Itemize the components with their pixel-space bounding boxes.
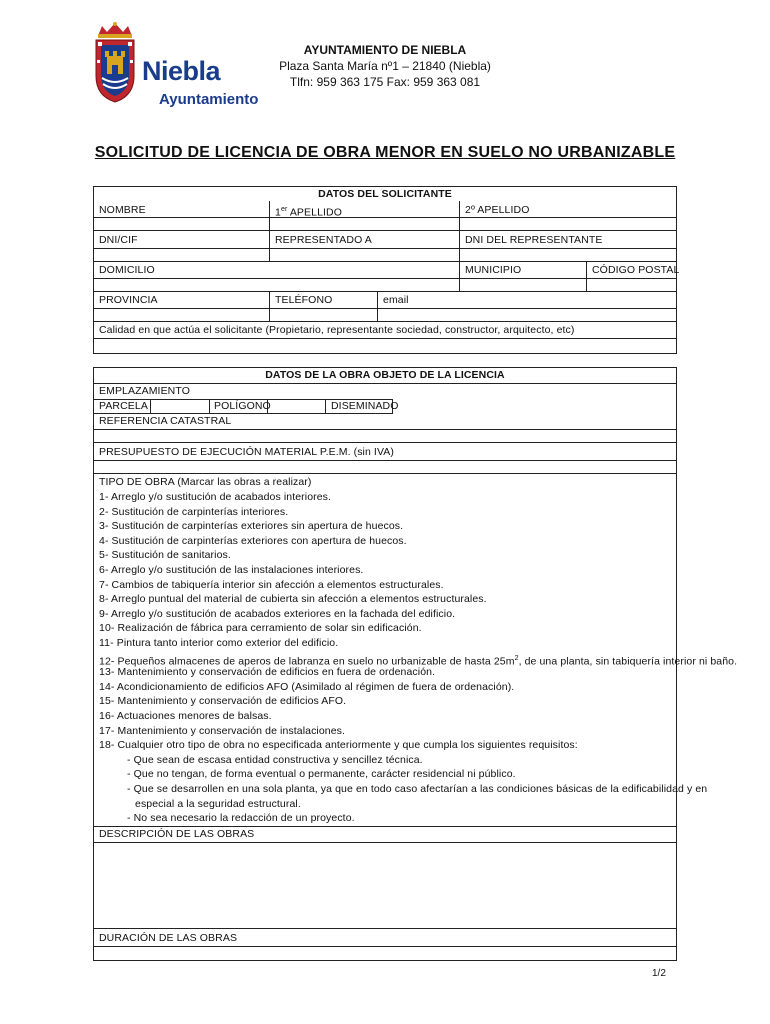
presupuesto-label: PRESUPUESTO DE EJECUCIÓN MATERIAL P.E.M. (sin IVA): [99, 446, 394, 458]
representado-field[interactable]: [270, 249, 458, 261]
provincia-label: PROVINCIA: [99, 294, 158, 306]
telefono-label: TELÉFONO: [275, 294, 333, 306]
domicilio-field[interactable]: [94, 279, 458, 291]
telefono-field[interactable]: [270, 309, 376, 321]
presupuesto-field[interactable]: [94, 461, 676, 473]
apellido2-label: 2º APELLIDO: [465, 204, 530, 216]
domicilio-label: DOMICILIO: [99, 264, 155, 276]
parcela-field[interactable]: [151, 400, 208, 412]
coat-of-arms-icon: [92, 20, 138, 104]
dni-field[interactable]: [94, 249, 268, 261]
apellido1-label: 1er APELLIDO: [275, 206, 342, 219]
dni-representante-label: DNI DEL REPRESENTANTE: [465, 234, 603, 246]
tipo-obra-label: TIPO DE OBRA (Marcar las obras a realizar): [99, 476, 312, 488]
list-item[interactable]: 9- Arreglo y/o sustitución de acabados exteriores en la fachada del edificio.: [99, 607, 456, 620]
diseminado-label: DISEMINADO: [331, 400, 399, 412]
header-info: [270, 42, 500, 90]
nombre-field[interactable]: [94, 218, 268, 230]
duracion-field[interactable]: [94, 947, 676, 960]
list-item[interactable]: 10- Realización de fábrica para cerramiento de solar sin edificación.: [99, 622, 422, 635]
duracion-label: DURACIÓN DE LAS OBRAS: [99, 932, 238, 944]
work-heading: DATOS DE LA OBRA OBJETO DE LA LICENCIA: [265, 369, 505, 381]
list-item[interactable]: 18- Cualquier otro tipo de obra no especificada anteriormente y que cumpla los siguientes requisitos:: [99, 739, 578, 752]
calidad-field[interactable]: [94, 339, 676, 353]
calidad-label: Calidad en que actúa el solicitante (Propietario, representante sociedad, constructor, arquitecto, etc): [99, 324, 575, 336]
logo-name: Niebla: [142, 56, 221, 86]
list-item[interactable]: 2- Sustitución de carpinterías interiores.: [99, 505, 289, 518]
sub-item: especial a la seguridad estructural.: [135, 797, 301, 810]
list-item[interactable]: 4- Sustitución de carpinterías exteriores con apertura de huecos.: [99, 534, 407, 547]
list-item[interactable]: 17- Mantenimiento y conservación de instalaciones.: [99, 724, 346, 737]
org-address: Plaza Santa María nº1 – 21840 (Niebla): [279, 59, 491, 73]
codigo-postal-field[interactable]: [587, 279, 676, 291]
list-item[interactable]: 3- Sustitución de carpinterías exteriores sin apertura de huecos.: [99, 520, 404, 533]
referencia-label: REFERENCIA CATASTRAL: [99, 415, 232, 427]
descripcion-label: DESCRIPCIÓN DE LAS OBRAS: [99, 828, 255, 840]
email-field[interactable]: [378, 309, 676, 321]
nombre-label: NOMBRE: [99, 204, 146, 216]
municipal-logo: [92, 20, 264, 108]
poligono-field[interactable]: [268, 400, 324, 412]
apellido1-field[interactable]: [270, 218, 458, 230]
apellido2-field[interactable]: [460, 218, 676, 230]
poligono-label: POLÍGONO: [214, 400, 271, 412]
sub-item: - Que sean de escasa entidad constructiva y sencillez técnica.: [127, 753, 423, 766]
codigo-postal-label: CÓDIGO POSTAL: [592, 264, 680, 276]
sub-item: - No sea necesario la redacción de un proyecto.: [127, 812, 355, 825]
municipio-label: MUNICIPIO: [465, 264, 522, 276]
list-item[interactable]: 6- Arreglo y/o sustitución de las instalaciones interiores.: [99, 564, 364, 576]
emplazamiento-label: EMPLAZAMIENTO: [99, 385, 190, 397]
dni-label: DNI/CIF: [99, 234, 138, 246]
list-item[interactable]: 1- Arreglo y/o sustitución de acabados interiores.: [99, 491, 332, 503]
representado-label: REPRESENTADO A: [275, 234, 372, 246]
list-item[interactable]: 7- Cambios de tabiquería interior sin afección a elementos estructurales.: [99, 578, 444, 591]
org-name: AYUNTAMIENTO DE NIEBLA: [303, 43, 467, 57]
provincia-field[interactable]: [94, 309, 268, 321]
list-item[interactable]: 8- Arreglo puntual del material de cubierta sin afección a elementos estructurales.: [99, 593, 487, 606]
list-item[interactable]: 5- Sustitución de sanitarios.: [99, 549, 231, 562]
applicant-heading: DATOS DEL SOLICITANTE: [318, 188, 452, 200]
sub-item: - Que se desarrollen en una sola planta, ya que en todo caso afectarían a las condiciones básicas de la edificabilidad y en: [127, 783, 708, 795]
email-label: email: [383, 294, 409, 306]
descripcion-field[interactable]: [94, 843, 676, 927]
municipio-field[interactable]: [460, 279, 585, 291]
parcela-label: PARCELA: [99, 400, 148, 412]
page-number: 1/2: [652, 968, 666, 979]
list-item[interactable]: 16- Actuaciones menores de balsas.: [99, 710, 272, 722]
list-item[interactable]: 13- Mantenimiento y conservación de edificios en fuera de ordenación.: [99, 666, 436, 679]
form-title: SOLICITUD DE LICENCIA DE OBRA MENOR EN SUELO NO URBANIZABLE: [94, 144, 676, 161]
referencia-field[interactable]: [94, 430, 676, 442]
list-item[interactable]: 15- Mantenimiento y conservación de edificios AFO.: [99, 695, 347, 708]
dni-representante-field[interactable]: [460, 249, 676, 261]
sub-item: - Que no tengan, de forma eventual o permanente, carácter residencial ni público.: [127, 768, 516, 781]
list-item[interactable]: 12- Pequeños almacenes de aperos de labranza en suelo no urbanizable de hasta $25m^2$, de una planta, sin tabiquería interior ni baño.: [99, 654, 738, 668]
list-item[interactable]: 14- Acondicionamiento de edificios AFO (Asimilado al régimen de fuera de ordenación).: [99, 680, 515, 693]
logo-subtitle: Ayuntamiento: [159, 91, 259, 108]
org-phones: Tlfn: 959 363 175 Fax: 959 363 081: [289, 75, 481, 89]
list-item[interactable]: 11- Pintura tanto interior como exterior del edificio.: [99, 637, 339, 649]
